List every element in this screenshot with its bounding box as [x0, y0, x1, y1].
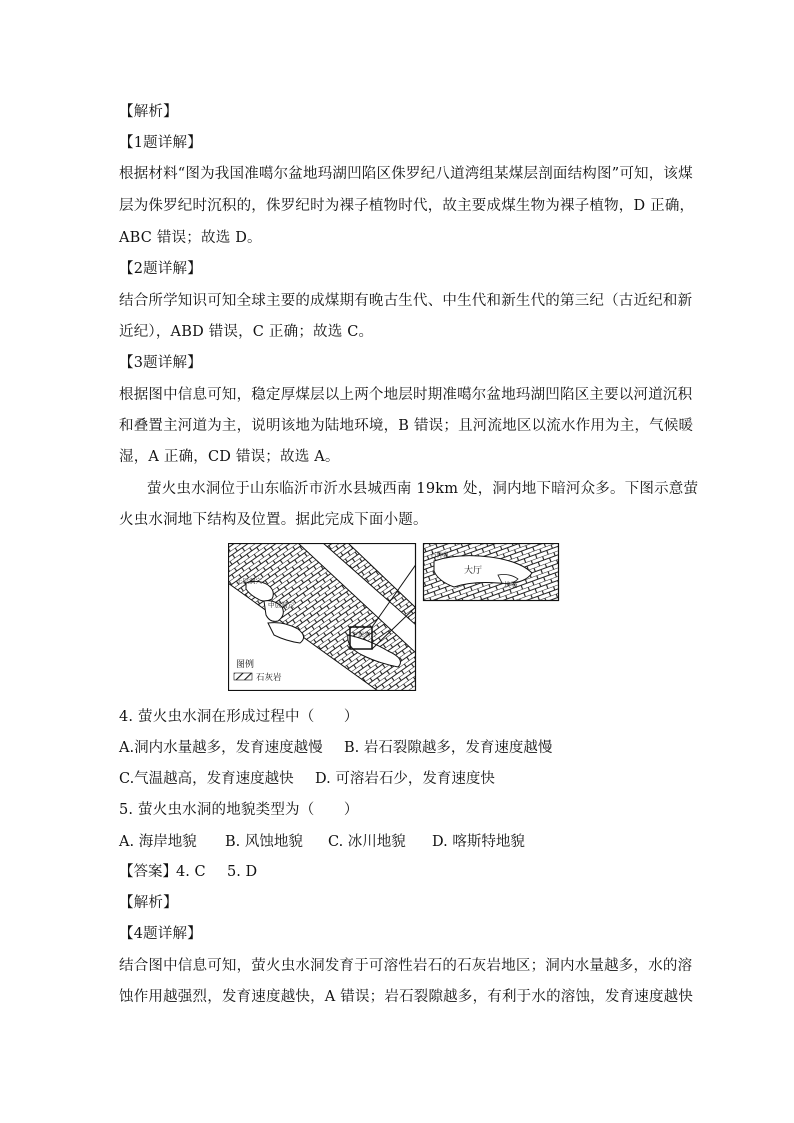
q5-option-b: B. 风蚀地貌	[225, 834, 303, 850]
paragraph-line: 根据材料“图为我国准噶尔盆地玛湖凹陷区侏罗纪八道湾组某煤层剖面结构图”可知，该煤	[119, 166, 693, 182]
paragraph-line: 火虫水洞地下结构及位置。据此完成下面小题。	[119, 512, 428, 528]
paragraph-line: 湿，A 正确，CD 错误；故选 A。	[119, 449, 340, 465]
legend-limestone-label: 石灰岩	[256, 673, 282, 683]
subsection-header: 【4题详解】	[119, 926, 202, 942]
paragraph-line: 萤火虫水洞位于山东临沂市沂水县城西南 19km 处，洞内地下暗河众多。下图示意萤	[147, 481, 699, 497]
subsection-header: 【3题详解】	[119, 355, 202, 371]
paragraph-line: 和叠置主河道为主，说明该地为陆地环境，B 错误；且河流地区以流水作用为主，气候暖	[119, 418, 694, 434]
paragraph-line: 蚀作用越强烈，发育速度越快，A 错误；岩石裂隙越多，有利于水的溶蚀，发育速度越快	[119, 989, 694, 1005]
main-section-diagram	[228, 543, 424, 691]
upper-cave-label: 上层洞穴	[236, 577, 262, 585]
paragraph-line: 结合所学知识可知全球主要的成煤期有晚古生代、中生代和新生代的第三纪（古近纪和新	[119, 293, 693, 309]
q5-option-c: C. 冰川地貌	[328, 834, 406, 850]
paragraph-line: 层为侏罗纪时沉积的，侏罗纪时为裸子植物时代，故主要成煤生物为裸子植物，D 正确，	[119, 198, 695, 214]
question-5: 5. 萤火虫水洞的地貌类型为（ ）	[119, 802, 359, 818]
paragraph-line: 近纪），ABD 错误，C 正确；故选 C。	[119, 324, 374, 340]
paragraph-line: ABC 错误；故选 D。	[119, 230, 262, 246]
q4-option-c: C.气温越高，发育速度越快	[119, 771, 294, 787]
answer-4: 4. C	[176, 864, 206, 880]
q5-option-a: A. 海岸地貌	[119, 834, 197, 850]
section-header: 【解析】	[119, 104, 178, 120]
q5-option-d: D. 喀斯特地貌	[432, 834, 525, 850]
answer-label: 【答案】	[119, 864, 177, 880]
lower-cave-label: 下层洞穴	[352, 632, 377, 639]
question-4: 4. 萤火虫水洞在形成过程中（ ）	[119, 709, 359, 725]
cave-structure-figure	[228, 543, 560, 691]
q4-option-d: D. 可溶岩石少，发育速度快	[315, 771, 495, 787]
subsection-header: 【1题详解】	[119, 135, 202, 151]
answer-5: 5. D	[227, 864, 258, 880]
hall-label: 大厅	[464, 566, 483, 576]
paragraph-line: 结合图中信息可知，萤火虫水洞发育于可溶性岩石的石灰岩地区；洞内水量越多，水的溶	[119, 958, 693, 974]
stalactite-label: 石钟乳	[430, 551, 450, 559]
limestone-legend-swatch	[234, 673, 252, 680]
legend-title: 图例	[236, 660, 255, 670]
section-header: 【解析】	[119, 895, 178, 911]
q4-option-a: A.洞内水量越多，发育速度越慢	[119, 740, 323, 756]
paragraph-line: 根据图中信息可知，稳定厚煤层以上两个地层时期准噶尔盆地玛湖凹陷区主要以河道沉积	[119, 387, 693, 403]
subsection-header: 【2题详解】	[119, 261, 202, 277]
rock-block-label: 块石	[504, 581, 518, 589]
middle-cave-label: 中层洞穴	[268, 601, 294, 609]
q4-option-b: B. 岩石裂隙越多，发育速度越慢	[344, 740, 553, 756]
